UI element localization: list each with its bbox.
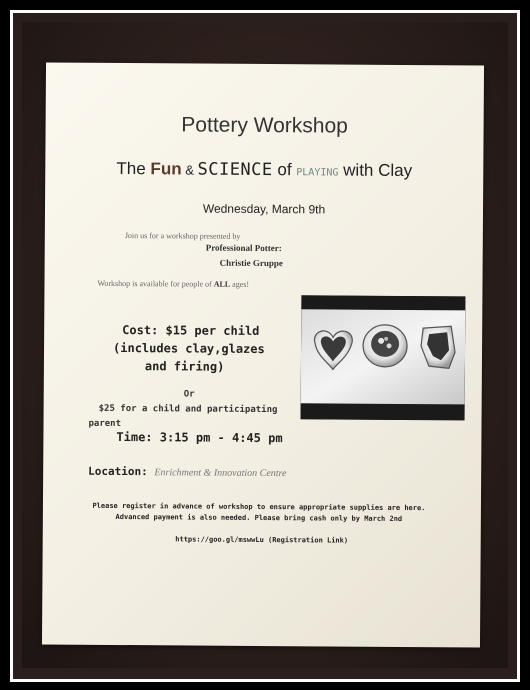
subtitle-playing: PLAYING [296, 167, 339, 179]
registration-link: https://goo.gl/mswwLu (Registration Link) [175, 535, 349, 545]
join-us-text: Join us for a workshop presented by [124, 231, 241, 241]
subtitle-fun: Fun [150, 159, 182, 179]
presenter-title: Professional Potter: [205, 242, 282, 254]
flyer-title: Pottery Workshop [181, 113, 348, 138]
workshop-location [88, 465, 286, 479]
flyer-subtitle [45, 158, 483, 181]
parent-cost-line-2: parent [88, 418, 122, 430]
subtitle-science: SCIENCE [197, 159, 273, 181]
presenter-name: Christie Gruppe [219, 257, 283, 269]
pottery-flyer [42, 62, 484, 647]
cost-line-1: Cost: $15 per child [122, 323, 260, 338]
subtitle-ampersand: & [181, 162, 198, 178]
availability-all: ALL [213, 279, 231, 289]
availability-prefix: Workshop is available for people of [97, 278, 214, 289]
cost-line-2: (includes clay,glazes [112, 340, 265, 357]
subtitle-of: of [272, 160, 297, 180]
cost-line-3: and firing) [144, 359, 225, 374]
registration-note: Please register in advance of workshop to ensure appropriate supplies are here. Advanced payment is also needed. Please bring cash only by March 2nd [92, 501, 426, 523]
location-label: Location: [88, 464, 155, 479]
pottery-bowls-photo [301, 295, 466, 420]
workshop-time: Time: 3:15 pm - 4:45 pm [116, 429, 283, 446]
location-place: Enrichment & Innovation Centre [154, 467, 287, 480]
round-bowl [363, 325, 407, 367]
parent-cost-line-1: $25 for a child and participating [98, 403, 278, 416]
or-text: Or [183, 389, 195, 400]
availability-suffix: ages! [230, 279, 250, 289]
subtitle-the: The [116, 158, 151, 179]
availability-text [97, 279, 249, 289]
subtitle-with-clay: with Clay [338, 160, 413, 181]
pottery-bowls-image [301, 295, 466, 420]
workshop-date: Wednesday, March 9th [202, 201, 326, 217]
